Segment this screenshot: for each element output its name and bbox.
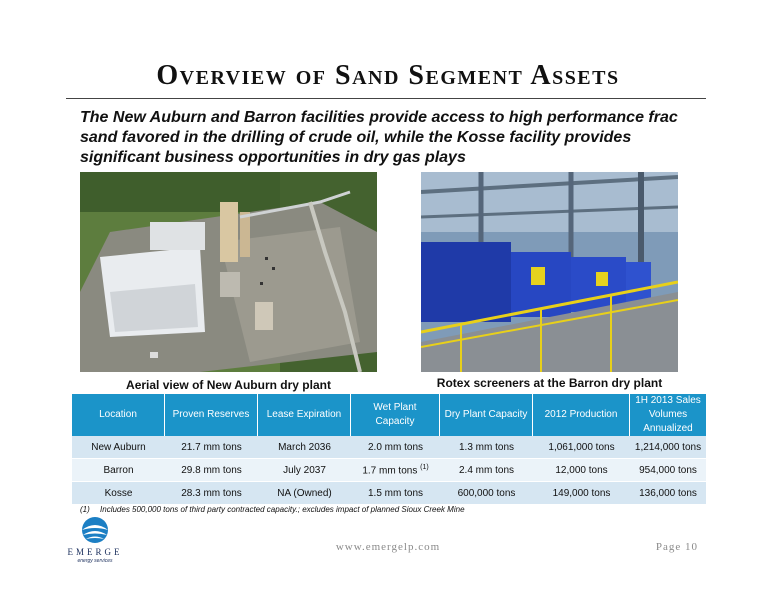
cell-location: Barron [72, 459, 165, 482]
table-row [72, 482, 706, 505]
footnote-number: (1) [80, 505, 90, 514]
sand-assets-table [72, 394, 706, 505]
title-divider [66, 98, 706, 99]
cell-location: New Auburn [72, 436, 165, 459]
cell-sales: 1,214,000 tons [630, 436, 706, 459]
right-photo-caption: Rotex screeners at the Barron dry plant [436, 376, 663, 390]
header-dry-plant-capacity: Dry Plant Capacity [440, 394, 533, 436]
header-lease-expiration: Lease Expiration [258, 394, 351, 436]
logo-tagline: energy services [77, 558, 113, 564]
wet-capacity-value: 1.7 mm tons [362, 465, 418, 477]
cell-reserves: 21.7 mm tons [165, 436, 258, 459]
cell-dry-capacity: 2.4 mm tons [440, 459, 533, 482]
header-location: Location [72, 394, 165, 436]
header-wet-plant-capacity: Wet Plant Capacity [351, 394, 440, 436]
cell-location: Kosse [72, 482, 165, 505]
footnote-text: Includes 500,000 tons of third party contracted capacity.; excludes impact of planned Sioux Creek Mine [100, 505, 465, 514]
header-sales-volumes: 1H 2013 Sales Volumes Annualized [630, 394, 706, 436]
cell-dry-capacity: 1.3 mm tons [440, 436, 533, 459]
cell-reserves: 29.8 mm tons [165, 459, 258, 482]
wet-capacity-value: 1.5 mm tons [367, 487, 424, 499]
cell-production: 1,061,000 tons [533, 436, 630, 459]
cell-sales: 136,000 tons [630, 482, 706, 505]
slide-subtitle: The New Auburn and Barron facilities provide access to high performance frac sand favored in the drilling of crude oil, while the Kosse facility provides significant business opportunities in dry gas plays [80, 109, 678, 166]
logo-wordmark: EMERGE [67, 547, 123, 557]
cell-production: 12,000 tons [533, 459, 630, 482]
cell-lease: March 2036 [258, 436, 351, 459]
wet-capacity-value: 2.0 mm tons [367, 441, 424, 453]
slide-title: Overview of Sand Segment Assets [156, 60, 620, 91]
table-row [72, 436, 706, 459]
page-number: Page 10 [655, 541, 698, 553]
cell-dry-capacity: 600,000 tons [440, 482, 533, 505]
table-header-row [72, 394, 706, 436]
cell-lease: July 2037 [258, 459, 351, 482]
cell-sales: 954,000 tons [630, 459, 706, 482]
header-2012-production: 2012 Production [533, 394, 630, 436]
footnote-marker: (1) [420, 463, 429, 471]
table-footnote [80, 505, 465, 514]
cell-wet-capacity [351, 459, 440, 482]
cell-wet-capacity [351, 436, 440, 459]
left-photo-caption: Aerial view of New Auburn dry plant [126, 378, 331, 392]
table-row [72, 459, 706, 482]
aerial-plant-photo [80, 172, 377, 372]
header-proven-reserves: Proven Reserves [165, 394, 258, 436]
cell-wet-capacity [351, 482, 440, 505]
cell-reserves: 28.3 mm tons [165, 482, 258, 505]
cell-lease: NA (Owned) [258, 482, 351, 505]
footer-website-link[interactable]: www.emergelp.com [335, 541, 441, 553]
screeners-photo [421, 172, 678, 372]
cell-production: 149,000 tons [533, 482, 630, 505]
